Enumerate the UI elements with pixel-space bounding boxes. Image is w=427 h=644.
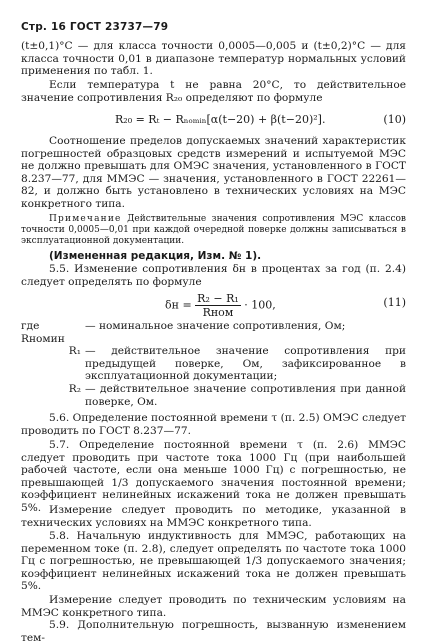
paragraph-error-ratio: Соотношение пределов допускаемых значений характеристик погрешностей образцовых средств измерений и испытуемой МЭС не должно превышать для ОМЭС значения, установленного в ГОСТ 8.237—77, для ММЭС — значения, установленного в ГОСТ 22261—82, и должно быть установлено в технических условиях на МЭС конкретного типа.: [21, 135, 406, 210]
note: [21, 214, 406, 247]
formula-11-number: (11): [383, 296, 406, 309]
formula-10-number: (10): [383, 113, 406, 126]
definition-symbol: R₂: [68, 382, 81, 395]
note-label: Примечание: [49, 214, 122, 224]
paragraph-5-6: 5.6. Определение постоянной времени τ (п. 2.5) ОМЭС следует проводить по ГОСТ 8.237—77.: [21, 412, 406, 437]
paragraph-temperature-condition: Если температура t не равна 20°С, то действительное значение сопротивления R₂₀ определяют по формуле: [21, 79, 406, 104]
paragraph-5-7: 5.7. Определение постоянной времени τ (п. 2.6) ММЭС следует проводить при частоте тока 1000 Гц (при наибольшей рабочей частоте, если она меньше 1000 Гц) с погрешностью, не превышающей 1/3 допускаемого значения постоянной времени; коэффициент нелинейных искажений тока не должен превышать 5%.: [21, 439, 406, 514]
paragraph-5-5: 5.5. Изменение сопротивления δн в процентах за год (п. 2.4) следует определять по формуле: [21, 263, 406, 288]
formula-11-lhs: δн =: [165, 298, 192, 312]
paragraph-5-8: 5.8. Начальную индуктивность для ММЭС, работающих на переменном токе (п. 2.8), следует определять по частоте тока 1000 Гц с погрешностью, не превышающей 1/3 допускаемого значения; коэффициент нелинейных искажений тока не должен превышать 5%.: [21, 530, 406, 593]
paragraph-5-9: 5.9. Дополнительную погрешность, вызванную изменением тем-: [21, 619, 406, 644]
definition-row: [21, 345, 406, 383]
page-header: Стр. 16 ГОСТ 23737—79: [21, 21, 169, 33]
note-text: Действительные значения сопротивления МЭС классов точности 0,0005—0,01 при каждой очередной поверке должны записываться в эксплуатационной документации.: [21, 214, 406, 246]
formula-11-numerator: R₂ − R₁: [197, 292, 239, 305]
definition-symbol: R₁: [68, 345, 81, 358]
definition-row: [21, 320, 406, 345]
formula-10: R₂₀ = Rₜ − Rₙₒₘᵢₙ[α(t−20) + β(t−20)²].: [115, 113, 326, 126]
definition-text: — номинальное значение сопротивления, Ом;: [85, 320, 346, 332]
definition-row: [21, 383, 406, 408]
definitions-list: [21, 320, 406, 408]
formula-11-denominator: Rном: [202, 306, 234, 319]
amendment-heading: (Измененная редакция, Изм. № 1).: [49, 250, 262, 262]
paragraph-5-7-method: Измерение следует проводить по методике, указанной в технических условиях на ММЭС конкретного типа.: [21, 504, 406, 529]
formula-11-tail: · 100,: [244, 298, 276, 312]
definition-text: — действительное значение сопротивления при предыдущей поверке, Ом, зафиксированное в эксплуатационной документации;: [85, 345, 406, 383]
paragraph-temperature-range: (t±0,1)°С — для класса точности 0,0005—0,005 и (t±0,2)°С — для класса точности 0,01 в диапазоне температур нормальных условий применения по табл. 1.: [21, 40, 406, 78]
formula-11-fraction: [195, 292, 241, 319]
where-word: где: [21, 320, 40, 332]
definition-text: — действительное значение сопротивления при данной поверке, Ом.: [85, 382, 406, 408]
paragraph-5-8-method: Измерение следует проводить по техническим условиям на ММЭС конкретного типа.: [21, 594, 406, 619]
definition-symbol: Rномин: [21, 332, 65, 345]
formula-11: [165, 292, 276, 319]
